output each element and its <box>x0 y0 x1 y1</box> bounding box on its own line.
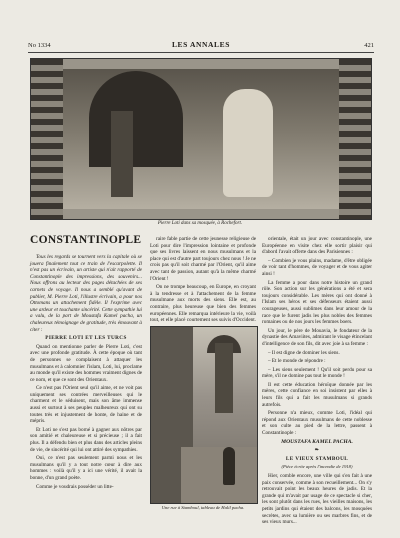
paragraph: Oui, ce n'est pas seulement parmi nous et les musulmans qu'il y a tout notre cœur à dire aux hommes : voilà qu'il y a ici une vérité, il avait la bonne, d'un grand poète. <box>30 455 142 481</box>
photo-arch <box>89 71 183 167</box>
section-subheading: (Pièce écrite après l'incendie de 1918) <box>281 464 353 470</box>
article-title: CONSTANTINOPLE <box>30 234 142 246</box>
paragraph: Ce n'est pas l'Orient seul qu'il aime, et ne voit pas uniquement ses contrées merveilleuses qui le charment et le séduisent, mais son âme immense aussi et surtout à ses peuples malheureux qui ont su toutes très et injustement de honte, de haine et de mépris. <box>30 385 142 425</box>
page-header <box>28 40 374 52</box>
section-heading-stamboul: LE VIEUX STAMBOUL <box>285 455 349 462</box>
paragraph: Un jour, le père de Mouavia, le fondateur de la dynastie des Amaviites, admirant le visage étincelant d'intelligence de son fils, dit avec joie à sa femme : <box>262 327 372 347</box>
photo-candlestick <box>111 111 133 197</box>
section-separator: ❧ <box>314 447 320 454</box>
magazine-title: LES ANNALES <box>171 40 231 49</box>
column-2 <box>150 236 256 334</box>
ornate-frame-right <box>339 59 371 219</box>
paragraph: raire fable partie de cette jeunesse religieuse de Loti pour dire l'impression lointaine et profonde que ses livres laissent en nous musulmans et la place qui est d'autre part toujours chez nous ! Je ne crois pas qu'il soit charmé par l'Orient, qu'il aime avec tant de passion, autant qu'à la même charmé l'Orient ! <box>150 236 256 282</box>
paragraph: Comme je voudrais posséder un litte- <box>36 483 114 490</box>
paragraph: orientale, était un jour avec constantinople, une Européenne en visite chez elle sortir plaisir qui d'abord l'avait offerte dans des Parisiennes : <box>262 236 372 256</box>
photo-loti-mosque <box>30 58 372 220</box>
article-intro: Tous les regards se tournent vers la capitale où se jouera finalement tout ce train de l'escarpolette. Il n'est pas un écrivain, un artiste qui n'ait rapporté de Constantinople des impressions, des souvenirs... Nous offrons au lecteur des pages détachées de ses carnets de voyage. Il nous a semblé qu'avant de publier, M. Pierre Loti, l'illustre écrivain, a pour nos Ottomans un attachement fidèle. Il l'exprime avec une ardeur et touchante sincérité. Cette sympathie lui a valu, de la part de Moustafa Kamel pacha, un chaleureux témoignage de gratitude, très émouvant à citer : <box>30 254 142 333</box>
paragraph: Et Loti ne s'est pas borné à gagner aux nôtres par son amitié et chaleureuse et si précieuse ; il a fait plus. Il a défendu bien et plus dans des articles pleins de vie, de sincérité qui lui ont attiré des sympathies. <box>30 426 142 453</box>
paragraph: – Les siens seulement ! Qu'il soit perdu pour sa mère, s'il ne domine pas tout le monde ! <box>262 366 372 380</box>
paragraph: La femme a pour dans notre histoire un grand rôle. Son action sur les générations a été et sera toujours considérable. Les mères qui ont donné à l'Islam ses héros et ses défenseurs étaient aussi courageuses, aussi sublimes dans leur amour de la race que le furent jadis les plus nobles des femmes romaines ou de nos jours les femmes boers. <box>262 279 372 326</box>
photo-bottom-caption: Une rue à Stamboul, tableau de Halil pacha. <box>161 505 245 510</box>
paragraph: – Et le monde de répondre : <box>268 358 326 365</box>
column-1 <box>30 254 142 492</box>
photo-street <box>181 447 257 503</box>
paragraph: Quand on mentionne parler de Pierre Loti, c'est avec une profonde gratitude. À cette époque où tant de personnes se complaisent à attaquer les musulmans et à calomnier l'islam, Loti, lui, proclame au monde qu'il existe des hommes vraiment dignes de ce nom, et que ce sont des Orientaux. <box>30 343 142 383</box>
author-signature: MOUSTAFA KAMEL PACHA. <box>281 438 353 445</box>
paragraph: Il est cette éducation héroïque donnée par les mères, cette confiance en soi insistent par elles à leurs fils qui a fait les musulmans si grands autrefois. <box>262 381 372 408</box>
header-rule <box>28 52 374 53</box>
photo-stamboul-street <box>150 326 258 504</box>
photo-seated-figure <box>223 89 273 197</box>
column-3 <box>262 236 372 528</box>
photo-tower <box>215 343 233 413</box>
paragraph: On ne trompe beaucoup, en Europe, en croyant à la tendresse et à l'attachement de la femme musulmane aux morts des siens. Elle est, au contraire, plus heureuse que bien des femmes européennes. Elle remarqua intérieure la vie, voilà tout, et elle placé courtement ses suivis d'Occident. <box>150 284 256 324</box>
photo-top-caption: Pierre Loti dans sa mosquée, à Rochefort. <box>157 221 243 226</box>
paragraph: – Combien je vous plains, madame, d'être obligée de voir tant d'hommes, de voyager et de vous agiter ainsi ! <box>262 257 372 277</box>
issue-number: No 1334 <box>28 42 51 49</box>
photo-person <box>223 447 235 485</box>
ornate-frame-left <box>31 59 63 219</box>
paragraph: – Il est digne de dominer les siens. <box>268 349 340 356</box>
page-number: 421 <box>364 42 374 49</box>
section-heading-loti: PIERRE LOTI ET LES TURCS <box>45 335 127 342</box>
paragraph: Hier, comble encore, une ville qui s'en fait à une paix conservée, comme à son recueillement... On s'y retrouvait point les beaux heures de jadis. Et la grande qui m'avait par usage de ce spectacle si cher, les sont plutôt dans les rues, les vieilles maisons, les petits jardins qui étaient des balcons, les mosquées secrètes, avec sa lumière ou ses marbres fins, et de ses vieux murs... <box>262 473 372 526</box>
paragraph: Personne n'a mieux, comme Loti, l'idéal qui répond aux Orientaux musulmans de cette noblesse et son culte au pied de la lettre, passent à Constantinople : <box>262 410 372 437</box>
